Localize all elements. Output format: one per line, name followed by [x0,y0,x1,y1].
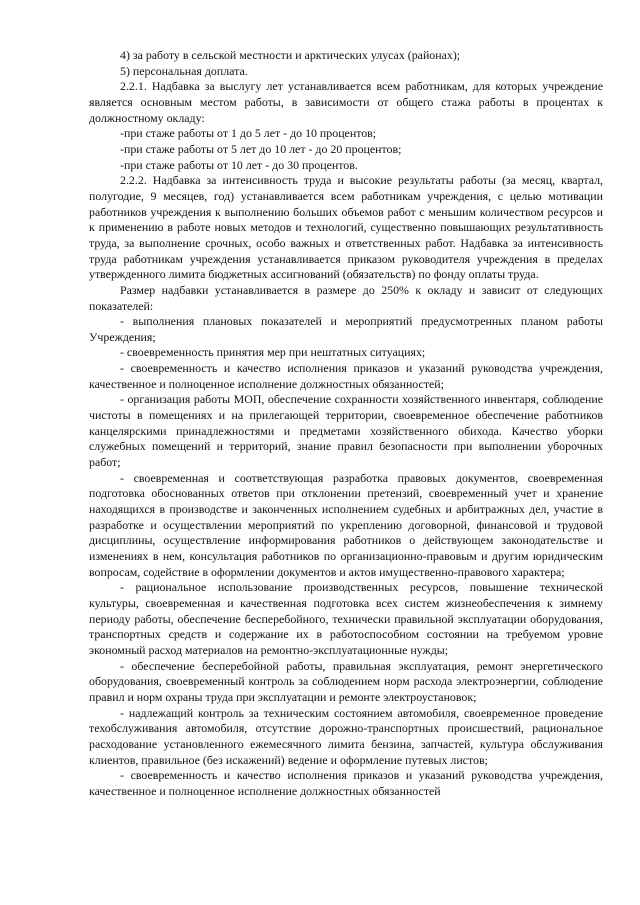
list-item-rural-areas: 4) за работу в сельской местности и арктических улусах (районах); [120,48,461,62]
indicator-maintenance-staff: - организация работы МОП, обеспечение сохранности хозяйственного инвентаря, соблюдение чистоты в помещениях и на прилегающей территории, своевременное обеспечение работников канцелярскими принадлежностями и предметами хозяйственного обихода. Качество уборки служебных помещений и территорий, знание правил безопасности при выполнении уборочных работ; [89,392,603,470]
indicator-resource-usage: - рациональное использование производственных ресурсов, повышение технической культуры, своевременная и качественная подготовка всех систем жизнеобеспечения к зимнему периоду работы, обеспечение бесперебойного, технически правильной эксплуатации оборудования, транспортных средств и содержание их в работоспособном состоянии на требуемом уровне экономный расход материалов на ремонтно-эксплуатационные нужды; [89,580,603,657]
list-item-personal-bonus: 5) персональная доплата. [120,63,248,78]
indicator-emergency-response: - своевременность принятия мер при нештатных ситуациях; [120,345,426,360]
indicator-vehicle-control: - надлежащий контроль за техническим состоянием автомобиля, своевременное проведение техобслуживания автомобиля, отсутствие дорожно-транспортных происшествий, рациональное расходование установленного ежемесячного лимита бензина, запчастей, культура обслуживания клиентов, правильное (без искажений) ведение и оформление путевых листов; [89,705,603,767]
seniority-rate-10-plus: -при стаже работы от 10 лет - до 30 процентов. [120,157,358,172]
document-page [89,48,603,800]
section-2-2-2: 2.2.2. Надбавка за интенсивность труда и высокие результаты работы (за месяц, квартал, полугодие, 9 месяцев, год) устанавливается всем работникам учреждения, с целью мотивации работников учреждения к выполнению больших объемов работ с меньшим количеством ресурсов и к применению в работе новых методов и технологий, существенно повышающих результативность труда, за выполнение срочных, особо важных и ответственных работ. Надбавка за интенсивность труда работникам учреждения устанавливается приказом руководителя учреждения в пределах утвержденного лимита бюджетных ассигнований (обязательств) по фонду оплаты труда. [89,173,603,282]
indicator-orders-execution: - своевременность и качество исполнения приказов и указаний руководства учреждения, качественное и полноценное исполнение должностных обязанностей; [89,361,603,391]
indicator-orders-execution-repeat: - своевременность и качество исполнения приказов и указаний руководства учреждения, качественное и полноценное исполнение должностных обязанностей [89,768,603,798]
indicator-power-equipment: - обеспечение бесперебойной работы, правильная эксплуатация, ремонт энергетического оборудования, своевременный контроль за соблюдением норм расхода электроэнергии, соблюдение правил и норм охраны труда при эксплуатации и ремонте электроустановок; [89,658,603,704]
indicator-plan-execution: - выполнения плановых показателей и мероприятий предусмотренных планом работы Учреждения; [89,314,603,344]
bonus-size-paragraph: Размер надбавки устанавливается в размере до 250% к окладу и зависит от следующих показателей: [89,282,603,313]
section-2-2-1: 2.2.1. Надбавка за выслугу лет устанавливается всем работникам, для которых учреждение является основным местом работы, в зависимости от общего стажа работы в процентах к должностному окладу: [89,79,603,125]
indicator-legal-documents: - своевременная и соответствующая разработка правовых документов, своевременная подготовка обоснованных ответов при отклонении претензий, своевременный учет и хранение находящихся в производстве и законченных исполнением судебных и арбитражных дел, участие в разработке и осуществлении мероприятий по укреплению договорной, финансовой и трудовой дисциплины, осуществление информирования работников о действующем законодательстве и изменениях в нем, консультация работников по организационно-правовым и другим юридическим вопросам, содействие в оформлении документов и актов имущественно-правового характера; [89,470,603,579]
seniority-rate-5-10: -при стаже работы от 5 лет до 10 лет - до 20 процентов; [120,141,402,156]
seniority-rate-1-5: -при стаже работы от 1 до 5 лет - до 10 процентов; [120,126,377,141]
